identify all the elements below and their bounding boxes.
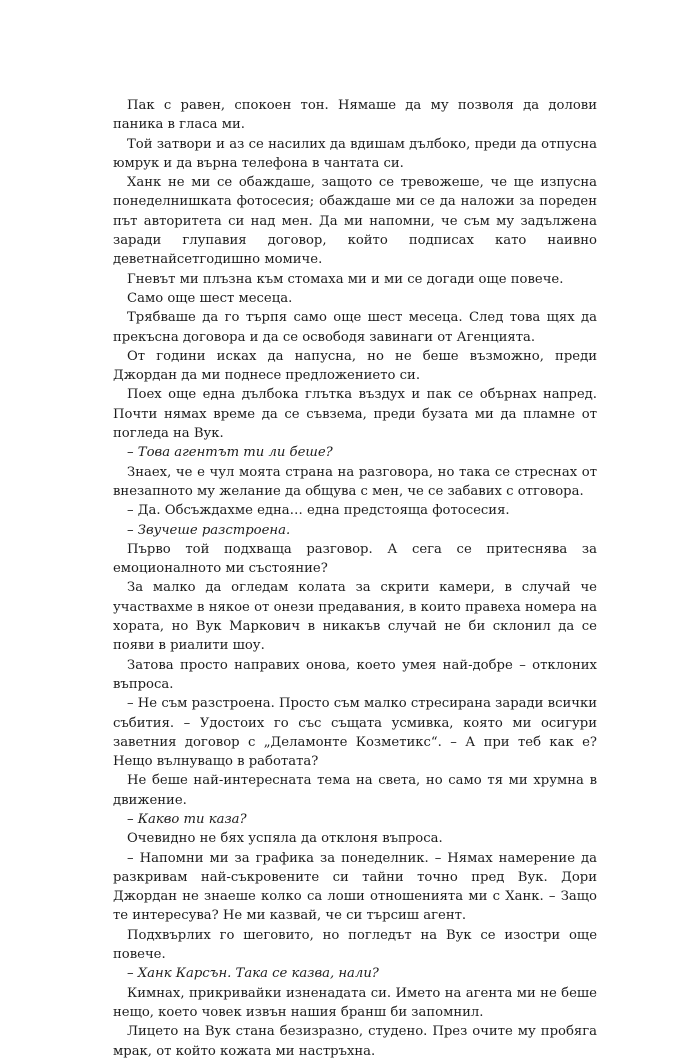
body-paragraph: Гневът ми плъзна към стомаха ми и ми се догади още повече.: [127, 271, 564, 287]
body-paragraph: Той затвори и аз се насилих да вдишам дълбоко, преди да отпусна юмрук и да върна телефона в чантата си.: [113, 136, 597, 171]
body-paragraph: Лицето на Вук стана безизразно, студено. През очите му пробягa мрак, от който кожата ми настръхна.: [113, 1024, 597, 1059]
body-paragraph: Затова просто направих онова, което умея най-добре – отклоних въпроса.: [113, 657, 597, 692]
body-paragraph: Трябваше да го търпя само още шест месеца. След това щях да прекъсна договора и да се освободя завинаги от Агенцията.: [113, 310, 597, 345]
body-paragraph: – Да. Обсъждахме една… една предстояща фотосесия.: [127, 503, 510, 519]
body-paragraph: Поех още една дълбока глътка въздух и пак се обърнах напред. Почти нямах време да се съвзема, преди бузата ми да пламне от погледа на Вук.: [113, 387, 597, 442]
body-paragraph: За малко да огледам колата за скрити камери, в случай че участвахме в някое от онези предавания, в които правеха номера на хората, но Вук Маркович в никакъв случай не би склонил да се появи в риалити шоу.: [113, 580, 597, 654]
body-paragraph: Ханк не ми се обаждаше, защото се тревожеше, че ще изпусна понеделнишката фотосесия; обаждаше ми се да наложи за пореден път авторитета си над мен. Да ми напомни, че съм му задължена заради глупавия договор, който подписах като наивно деветнайсетгодишно момиче.: [113, 175, 597, 268]
body-paragraph: Знаех, че е чул моята страна на разговора, но така се стреснах от внезапното му желание да общува с мен, че се забавих с отговора.: [113, 464, 597, 499]
body-paragraph: Кимнах, прикривайки изненадата си. Името на агента ми не беше нещо, което човек извън нашия бранш би запомнил.: [113, 985, 597, 1020]
dialogue-paragraph: – Какво ти каза?: [127, 811, 247, 827]
dialogue-paragraph: – Това агентът ти ли беше?: [127, 445, 333, 461]
body-paragraph: – Не съм разстроена. Просто съм малко стресирана заради всички събития. – Удостоих го със същата усмивка, която ми осигури заветния договор с „Деламонте Козметикс“. – А при теб как е? Нещо вълнуващо в работата?: [113, 696, 597, 770]
dialogue-paragraph: – Ханк Карсън. Така се казва, нали?: [127, 966, 379, 982]
body-paragraph: Подхвърлих го шеговито, но погледът на Вук се изостри още повече.: [113, 927, 597, 963]
body-paragraph: Очевидно не бях успяла да отклоня въпроса.: [127, 831, 443, 847]
body-paragraph: Само още шест месеца.: [127, 290, 293, 306]
body-paragraph: Първо той подхваща разговор. А сега се притеснява за емоционалното ми състояние?: [113, 541, 597, 577]
body-paragraph: – Напомни ми за графика за понеделник. – Нямах намерение да разкривам най-съкровените си тайни точно пред Вук. Дори Джордан не знаеше колко са лоши отношенията ми с Ханк. – Защо те интересува? Не ми казвай, че си търсиш агент.: [113, 850, 597, 924]
body-paragraph: От години исках да напусна, но не беше възможно, преди Джордан да ми поднесе предложението си.: [113, 348, 597, 384]
body-paragraph: Пак с равен, спокоен тон. Нямаше да му позволя да долови паника в гласа ми.: [113, 98, 597, 133]
book-page: [113, 96, 597, 1061]
body-paragraph: Не беше най-интересната тема на света, но само тя ми хрумна в движение.: [113, 773, 597, 808]
dialogue-paragraph: – Звучеше разстроена.: [127, 522, 291, 538]
